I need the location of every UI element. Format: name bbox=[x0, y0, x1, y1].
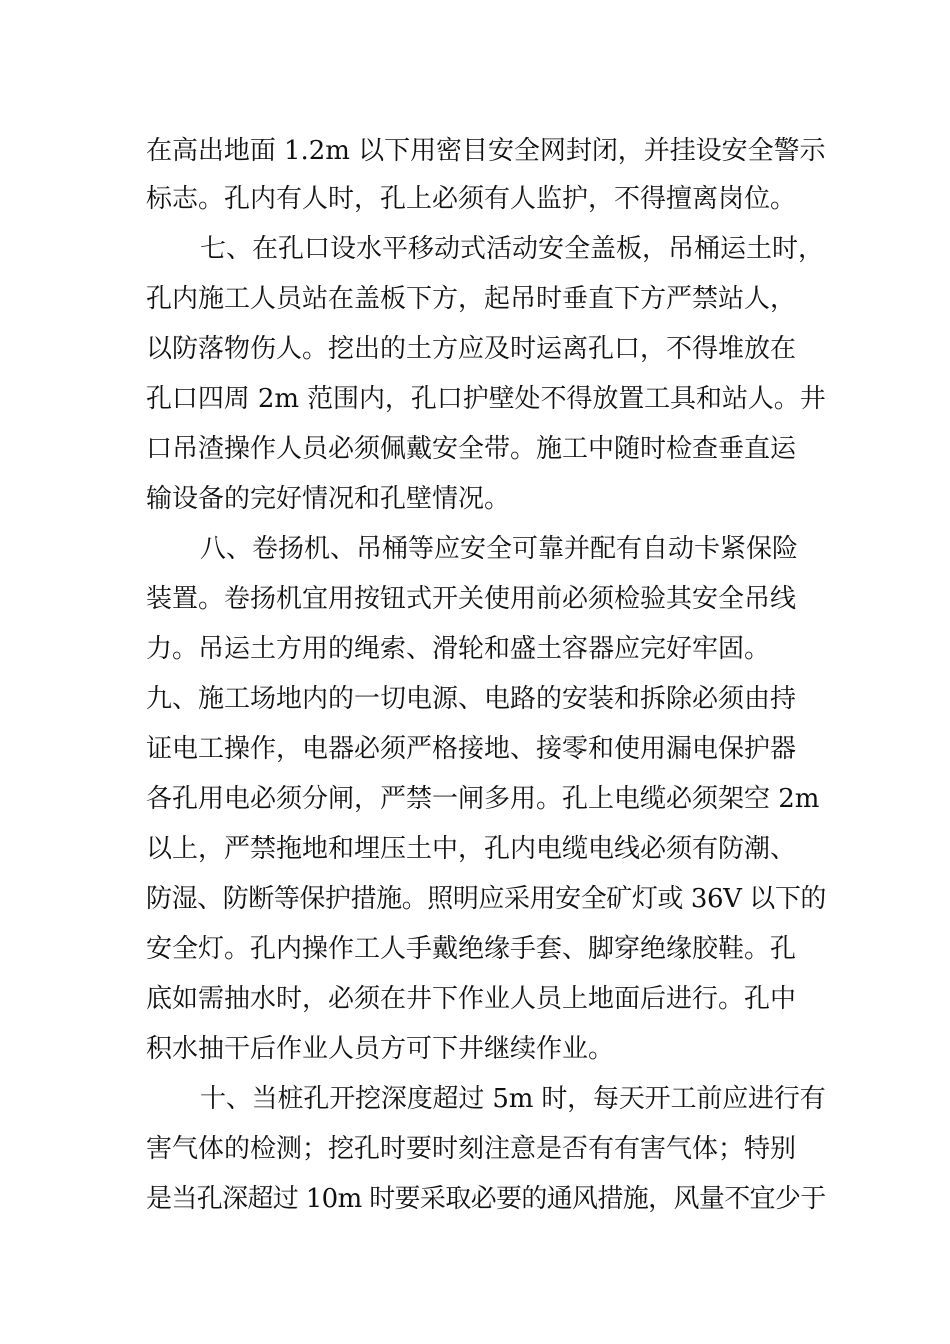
text-line: 七、在孔口设水平移动式活动安全盖板，吊桶运土时， bbox=[200, 234, 825, 264]
text-line: 装置。卷扬机宜用按钮式开关使用前必须检验其安全吊线 bbox=[146, 584, 797, 614]
text-line: 害气体的检测；挖孔时要时刻注意是否有有害气体；特别 bbox=[146, 1134, 797, 1164]
text-line: 输设备的完好情况和孔壁情况。 bbox=[146, 484, 511, 514]
text-line: 安全灯。孔内操作工人手戴绝缘手套、脚穿绝缘胶鞋。孔 bbox=[146, 934, 797, 964]
text-line: 是当孔深超过 10m 时要采取必要的通风措施，风量不宜少于 bbox=[146, 1184, 826, 1214]
text-line: 积水抽干后作业人员方可下井继续作业。 bbox=[146, 1034, 615, 1064]
text-line: 孔内施工人员站在盖板下方，起吊时垂直下方严禁站人， bbox=[146, 284, 797, 314]
text-line: 证电工操作，电器必须严格接地、接零和使用漏电保护器 bbox=[146, 734, 797, 764]
text-line: 各孔用电必须分闸，严禁一闸多用。孔上电缆必须架空 2m bbox=[146, 784, 820, 814]
text-line: 标志。孔内有人时，孔上必须有人监护，不得擅离岗位。 bbox=[146, 184, 797, 214]
text-line: 口吊渣操作人员必须佩戴安全带。施工中随时检查垂直运 bbox=[146, 434, 797, 464]
text-line: 十、当桩孔开挖深度超过 5m 时，每天开工前应进行有 bbox=[200, 1084, 826, 1114]
text-line: 力。吊运土方用的绳索、滑轮和盛土容器应完好牢固。 bbox=[146, 634, 771, 664]
text-line: 八、卷扬机、吊桶等应安全可靠并配有自动卡紧保险 bbox=[200, 534, 799, 564]
text-line: 在高出地面 1.2m 以下用密目安全网封闭，并挂设安全警示 bbox=[146, 136, 826, 166]
text-line: 防湿、防断等保护措施。照明应采用安全矿灯或 36V 以下的 bbox=[146, 884, 826, 914]
text-line: 以防落物伤人。挖出的土方应及时运离孔口，不得堆放在 bbox=[146, 334, 797, 364]
text-line: 孔口四周 2m 范围内，孔口护壁处不得放置工具和站人。井 bbox=[146, 384, 826, 414]
text-line: 底如需抽水时，必须在井下作业人员上地面后进行。孔中 bbox=[146, 984, 797, 1014]
text-line: 以上，严禁拖地和埋压土中，孔内电缆电线必须有防潮、 bbox=[146, 834, 797, 864]
text-line: 九、施工场地内的一切电源、电路的安装和拆除必须由持 bbox=[146, 684, 797, 714]
